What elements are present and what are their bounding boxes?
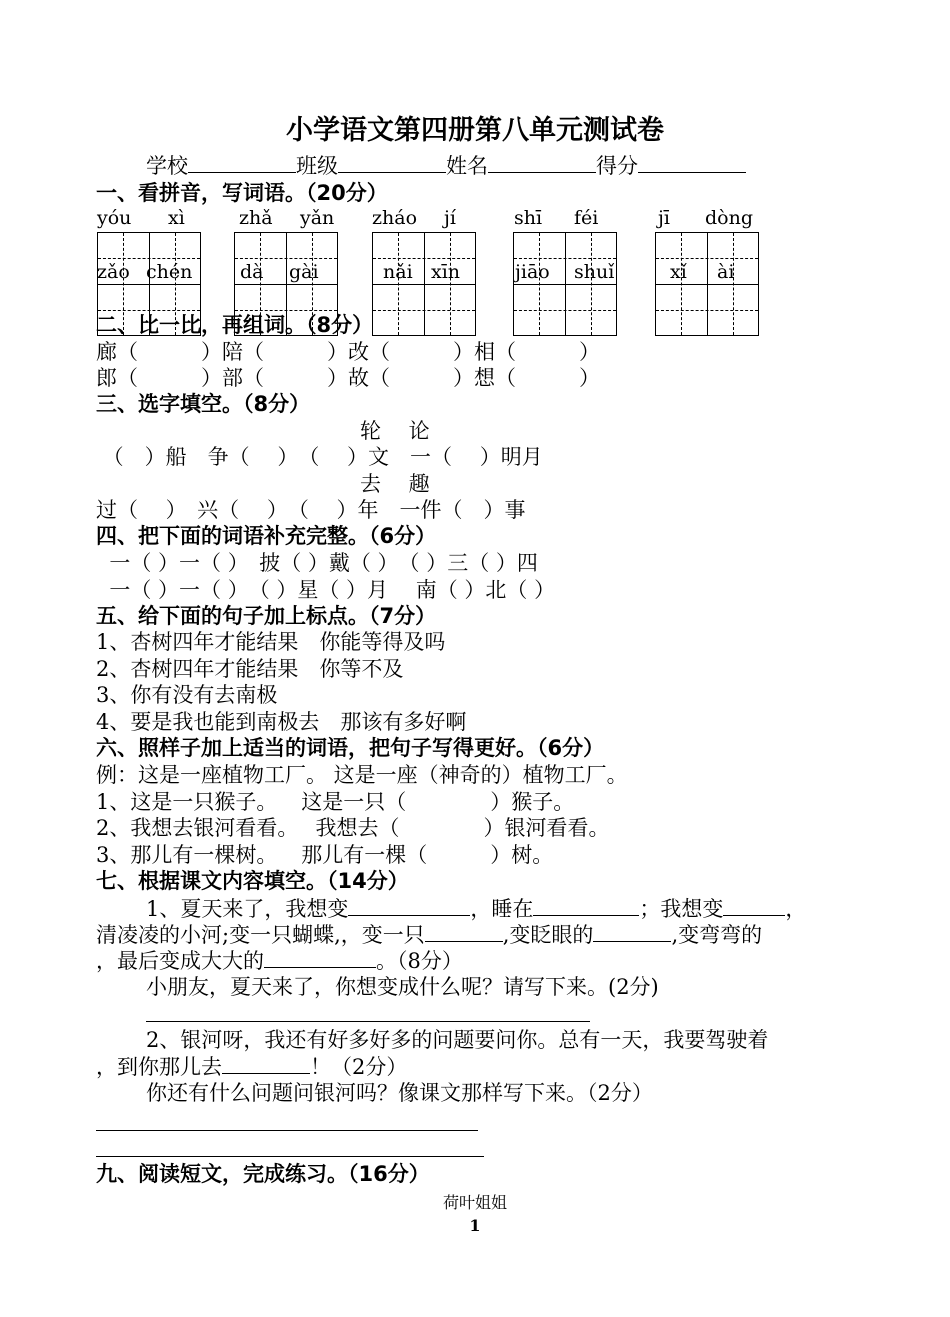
class-field[interactable] [338,152,446,173]
section-4-heading: 四、把下面的词语补充完整。（6分） [96,524,437,548]
pinyin-label: zǎo [97,261,130,283]
sentence-item: 4、要是我也能到南极去 那该有多好啊 [96,710,467,734]
writing-grid[interactable] [372,232,476,336]
compare-line: 廊（ ）陪（ ）改（ ）相（ ） [96,340,600,364]
school-field[interactable] [188,152,296,173]
pinyin-label: zhǎ [239,207,273,229]
paragraph-line: ，到你那儿去 ！（2分） [96,1055,408,1079]
sentence-item: 3、你有没有去南极 [96,683,278,707]
fill-line: 过（ ） 兴（ ） （ ）年 一件（ ）事 [96,498,526,522]
info-line [146,152,746,179]
compare-line: 郎（ ）部（ ）故（ ）想（ ） [96,366,600,390]
section-6-heading: 六、照样子加上适当的词语，把句子写得更好。（6分） [96,736,605,760]
paragraph-line: ，最后变成大大的 。（8分） [96,949,463,973]
pinyin-label: jiāo [515,261,550,283]
question-line: 小朋友，夏天来了，你想变成什么呢？请写下来。(2分) [146,975,659,999]
writing-grid[interactable] [655,232,759,336]
pinyin-label: dòng [705,207,754,229]
section-7-heading: 七、根据课文内容填空。（14分） [96,869,409,893]
answer-blank[interactable] [533,895,639,916]
answer-line[interactable] [96,1156,484,1157]
pinyin-label: gài [289,261,319,283]
page-title: 小学语文第四册第八单元测试卷 [286,115,664,146]
answer-blank[interactable] [723,895,785,916]
answer-line[interactable] [96,1130,478,1131]
sentence-item: 1、这是一只猴子。 这是一只（ ）猴子。 [96,790,575,814]
section-3-heading: 三、选字填空。（8分） [96,392,311,416]
pinyin-label: dà [240,261,264,283]
pinyin-label: nǎi [383,261,413,283]
name-field[interactable] [488,152,596,173]
pinyin-label: jī [658,207,670,229]
pinyin-label: xǐ [670,261,687,283]
page-number: 1 [469,1216,481,1235]
name-label: 姓名 [446,154,488,178]
fill-line: 一（ ）一（ ） 披（ ）戴（ ） （ ）三（ ）四 [96,551,538,575]
answer-blank[interactable] [348,895,470,916]
question-line: 你还有什么问题问银河吗？像课文那样写下来。（2分） [146,1081,653,1105]
pinyin-label: féi [574,207,599,229]
writing-grid[interactable] [513,232,617,336]
pinyin-label: jí [444,207,456,229]
section-5-heading: 五、给下面的句子加上标点。（7分） [96,604,437,628]
paragraph-line: 清凌凌的小河;变一只蝴蝶,，变一只 ,变眨眼的 ,变弯弯的 [96,923,763,947]
pinyin-label: zháo [372,207,418,229]
score-label: 得分 [596,154,638,178]
example-line: 例：这是一座植物工厂。 这是一座（神奇的）植物工厂。 [96,763,628,787]
pinyin-label: chén [146,261,193,283]
choice-words: 轮 论 [360,419,430,443]
sentence-item: 1、杏树四年才能结果 你能等得及吗 [96,630,446,654]
choice-words: 去 趣 [360,472,430,496]
sentence-item: 2、杏树四年才能结果 你等不及 [96,657,404,681]
pinyin-label: xì [168,207,185,229]
answer-blank[interactable] [222,1053,310,1074]
pinyin-label: ài [717,261,735,283]
sentence-item: 3、那儿有一棵树。 那儿有一棵（ ）树。 [96,843,554,867]
section-2-heading: 二、比一比，再组词。（8分） [96,313,374,337]
sentence-item: 2、我想去银河看看。 我想去（ ）银河看看。 [96,816,610,840]
paragraph-line: 1、夏天来了，我想变 ，睡在 ；我想变 ， [146,897,807,921]
section-9-heading: 九、阅读短文，完成练习。（16分） [96,1162,430,1186]
fill-line: （ ）船 争（ ） （ ）文 一（ ）明月 [96,445,543,469]
pinyin-label: shuǐ [574,261,615,283]
pinyin-label: yǎn [300,207,335,229]
score-field[interactable] [638,152,746,173]
answer-blank[interactable] [593,921,671,942]
paragraph-line: 2、银河呀，我还有好多好多的问题要问你。总有一天，我要驾驶着 [146,1028,769,1052]
pinyin-label: shī [514,207,543,229]
pinyin-label: yóu [97,207,132,229]
school-label: 学校 [146,154,188,178]
answer-blank[interactable] [425,921,503,942]
passage-title: 荷叶姐姐 [442,1193,507,1212]
class-label: 班级 [296,154,338,178]
section-1-heading: 一、看拼音，写词语。（20分） [96,181,388,205]
fill-line: 一（ ）一（ ） （ ）星（ ）月 南（ ）北（ ） [96,578,556,602]
answer-blank[interactable] [264,947,376,968]
pinyin-label: xīn [431,261,461,283]
answer-line[interactable] [146,1021,590,1022]
